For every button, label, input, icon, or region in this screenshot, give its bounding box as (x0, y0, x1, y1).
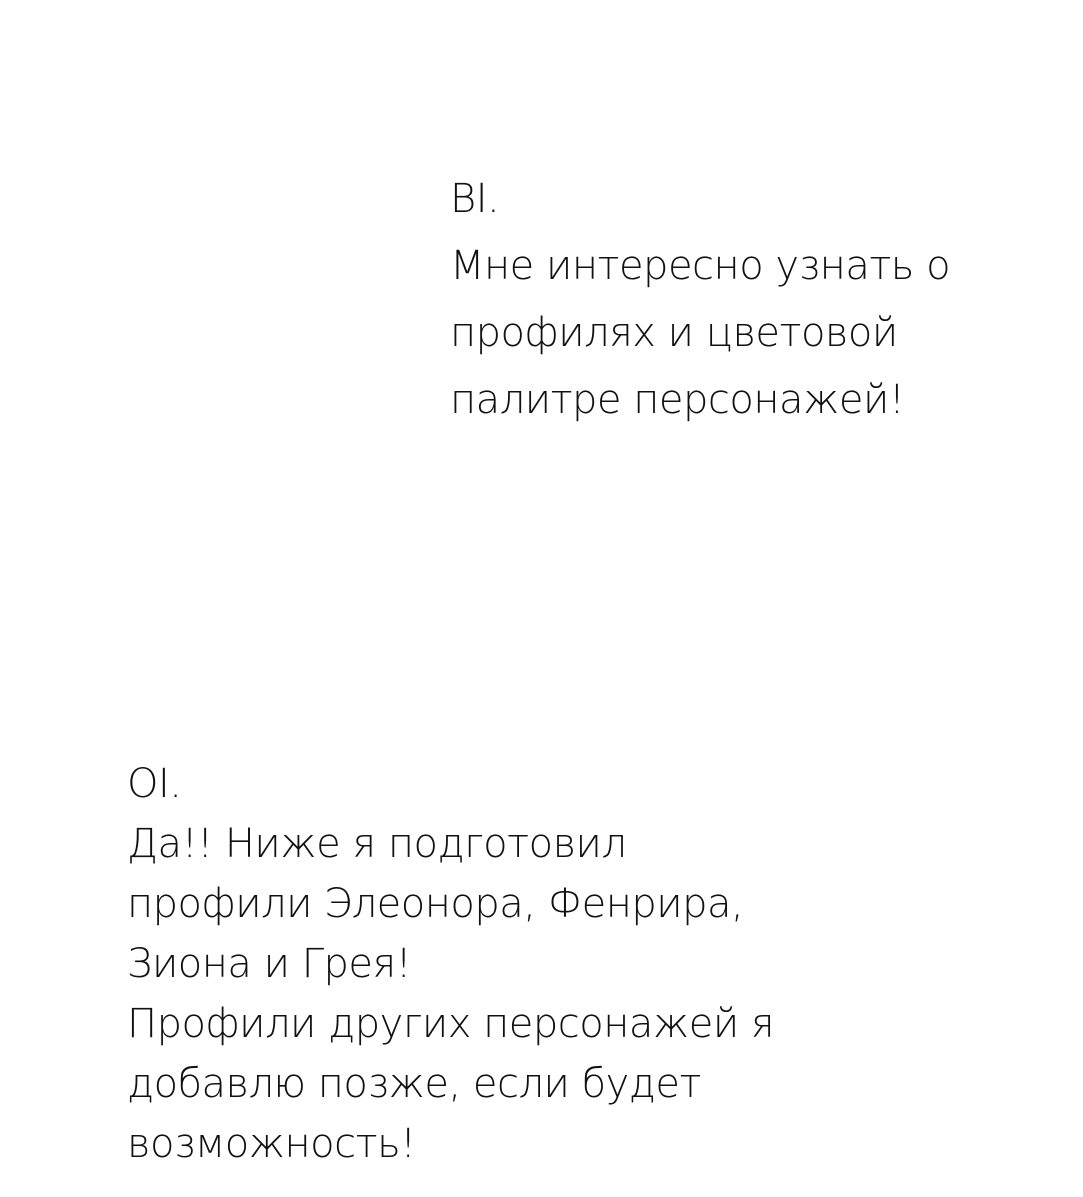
answer-label: OI. (127, 761, 182, 807)
question-label: ВI. (450, 176, 500, 222)
answer-line: Зиона и Грея! (127, 941, 412, 987)
answer-line: Профили других персонажей я (127, 1001, 775, 1047)
question-line: профилях и цветовой (450, 310, 898, 356)
question-line: Мне интересно узнать о (450, 243, 951, 289)
question-block (450, 166, 1010, 434)
answer-line: профили Элеонора, Фенрира, (127, 881, 744, 927)
answer-block (127, 754, 887, 1174)
answer-line: возможность! (127, 1121, 416, 1167)
answer-line: Да!! Ниже я подготовил (127, 821, 627, 867)
question-line: палитре персонажей! (450, 377, 905, 423)
answer-line: добавлю позже, если будет (127, 1061, 701, 1107)
